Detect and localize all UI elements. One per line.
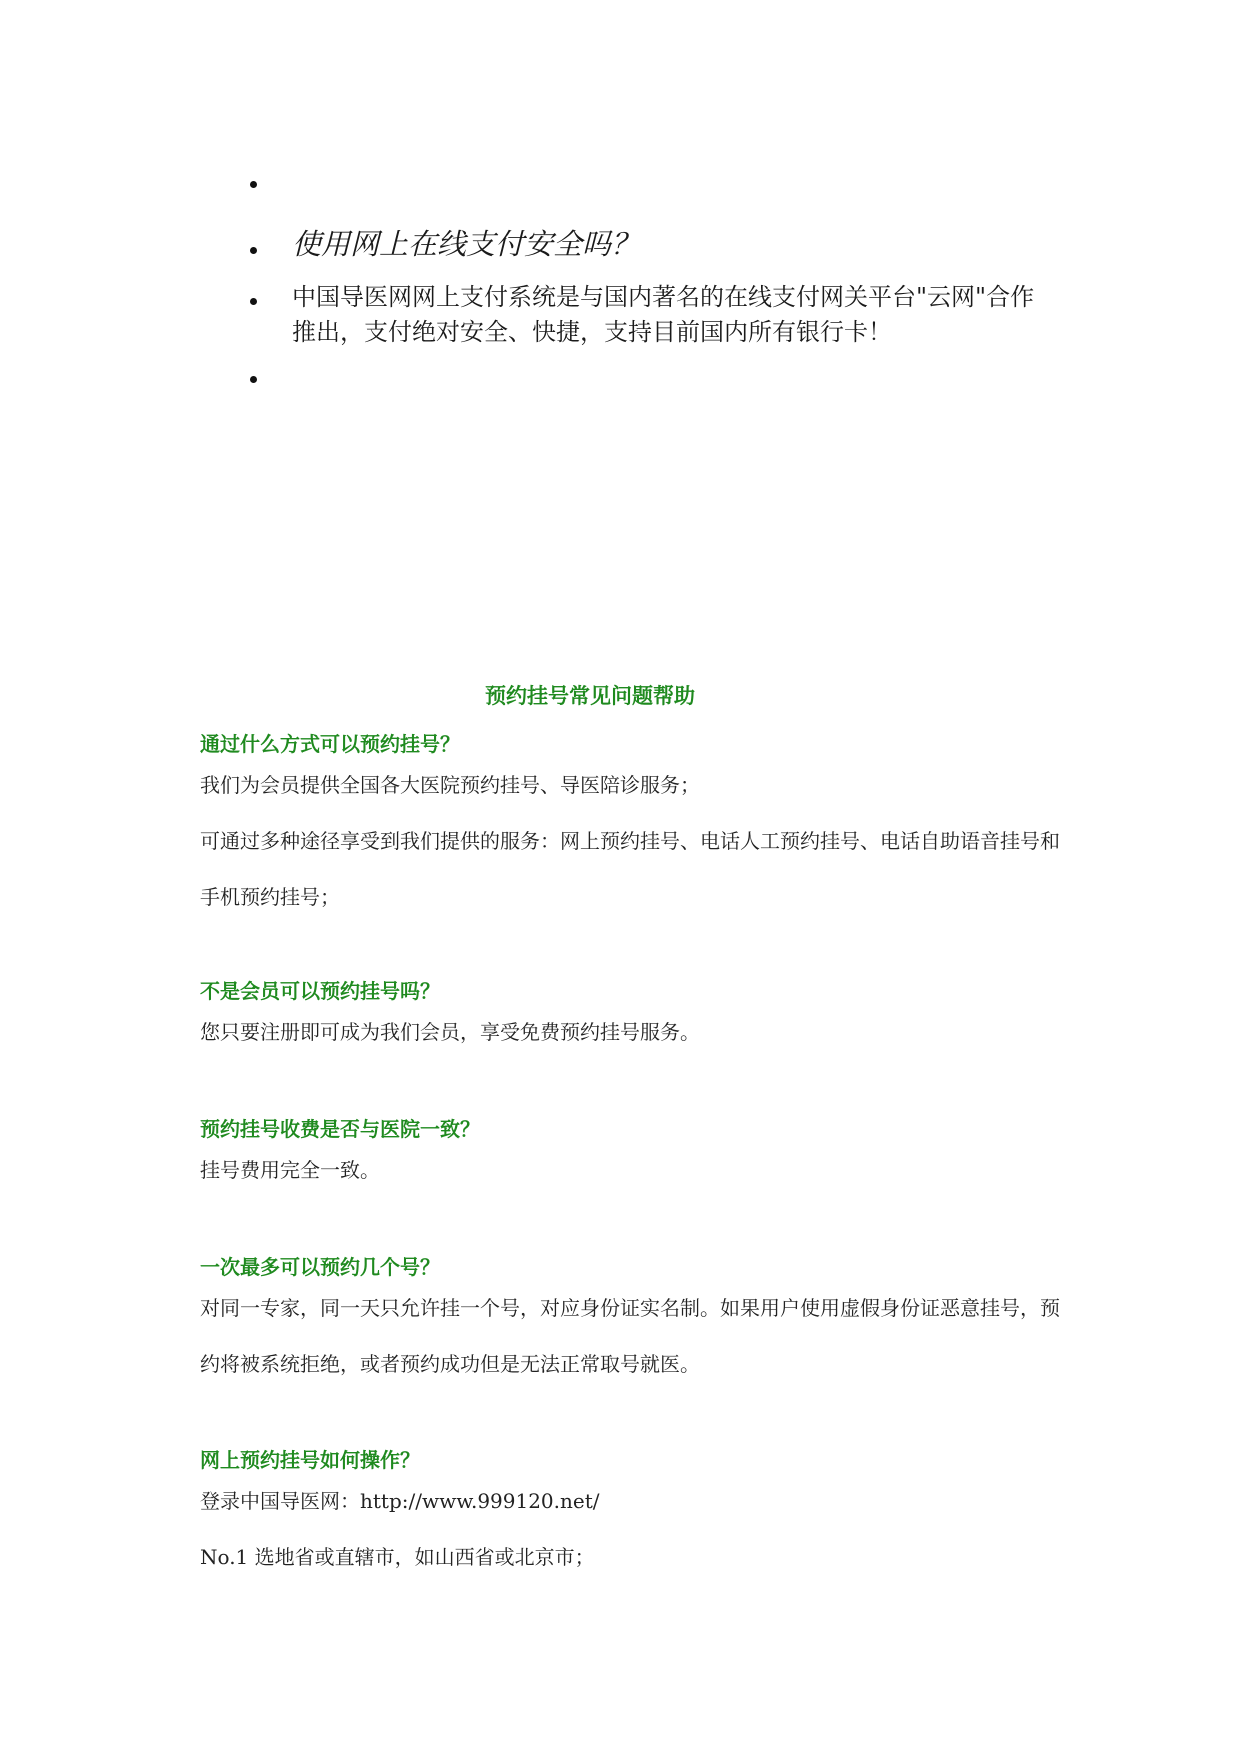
faq-answer-1-line-2: 可通过多种途径享受到我们提供的服务：网上预约挂号、电话人工预约挂号、电话自助语音挂号和手机预约挂号； [200, 829, 1060, 909]
faq-question-4: 一次最多可以预约几个号？ [200, 1255, 440, 1279]
faq-answer-4-line-1: 对同一专家，同一天只允许挂一个号，对应身份证实名制。如果用户使用虚假身份证恶意挂号，预约将被系统拒绝，或者预约成功但是无法正常取号就医。 [200, 1296, 1060, 1376]
faq-question-1: 通过什么方式可以预约挂号？ [200, 732, 460, 756]
faq-answer-1-line-1: 我们为会员提供全国各大医院预约挂号、导医陪诊服务； [200, 773, 700, 797]
bullet-dot [250, 298, 257, 305]
bullet-dot [250, 247, 257, 254]
faq-question-2: 不是会员可以预约挂号吗？ [200, 979, 440, 1003]
faq-answer-3-line-1: 挂号费用完全一致。 [200, 1158, 380, 1182]
faq-question-3: 预约挂号收费是否与医院一致？ [200, 1117, 480, 1141]
faq-answer-5-line-1: 登录中国导医网：http://www.999120.net/ [200, 1489, 600, 1513]
faq-answer-5 [200, 1473, 1060, 1585]
faq-title: 预约挂号常见问题帮助 [485, 684, 695, 708]
faq-answer-5-line-2: No.1 选地省或直辖市，如山西省或北京市； [200, 1545, 595, 1569]
faq-answer-1 [200, 757, 1060, 925]
faq-answer-2 [200, 1004, 1060, 1060]
bullet-dot [250, 181, 257, 188]
faq-answer-2-line-1: 您只要注册即可成为我们会员，享受免费预约挂号服务。 [200, 1020, 700, 1044]
payment-safety-text: 中国导医网网上支付系统是与国内著名的在线支付网关平台"云网"合作推出，支付绝对安全、快捷，支持目前国内所有银行卡！ [292, 283, 1035, 346]
bullet-dot [250, 376, 257, 383]
payment-safety-heading: 使用网上在线支付安全吗？ [292, 227, 641, 261]
faq-answer-3 [200, 1142, 1060, 1198]
faq-answer-4 [200, 1280, 1060, 1392]
faq-question-5: 网上预约挂号如何操作？ [200, 1448, 420, 1472]
